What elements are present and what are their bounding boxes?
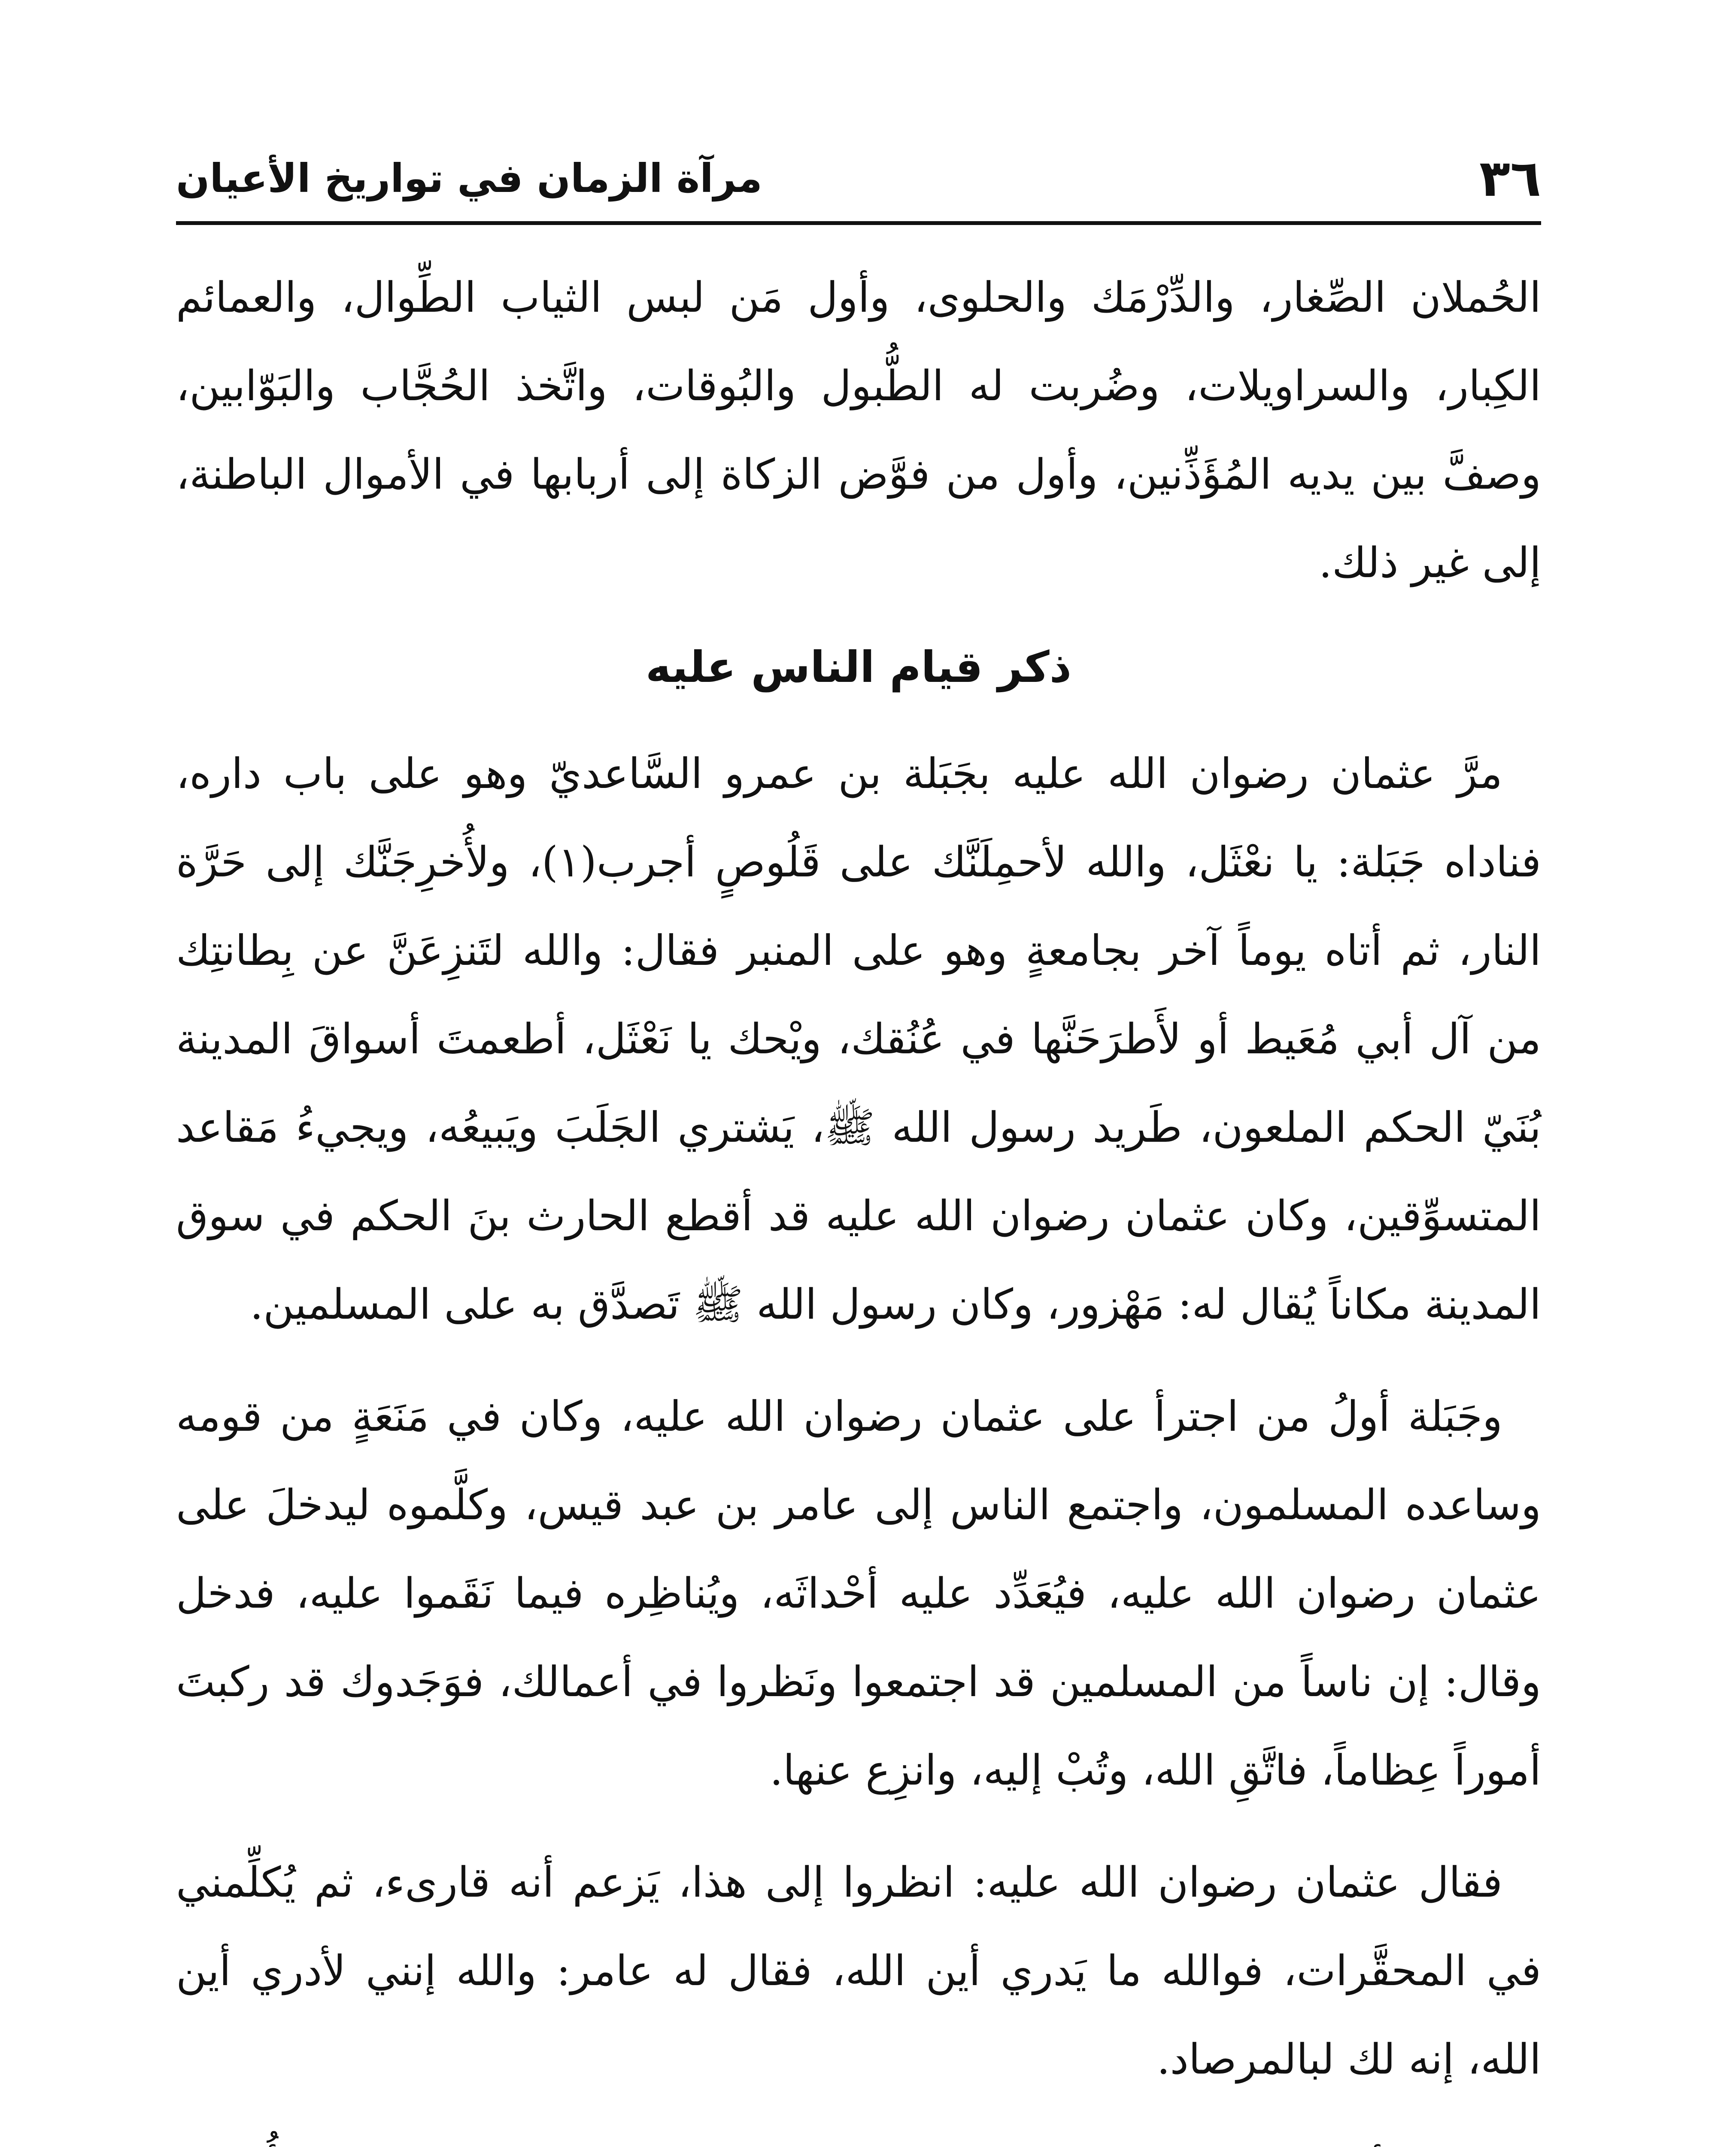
paragraph [176,2127,1541,2147]
header-divider [176,221,1541,225]
section-heading: ذكر قيام الناس عليه [645,642,1072,692]
paragraph: وجَبَلة أولُ من اجترأ على عثمان رضوان الله عليه، وكان في مَنَعَةٍ من قومه وساعده المسلمون، واجتمع الناس إلى عامر بن عبد قيس، وكلَّموه ليدخلَ على عثمان رضوان الله عليه، فيُعَدِّد عليه أحْداثَه، ويُناظِره فيما نَقَموا عليه، فدخل وقال: إن ناساً من المسلمين قد اجتمعوا ونَظروا في أعمالك، فوَجَدوك قد ركبتَ أموراً عِظاماً، فاتَّقِ الله، وتُبْ إليه، وانزِع عنها. [176,1392,1541,1794]
page-number: ٣٦ [1479,149,1541,208]
main-text [176,253,1541,2147]
paragraph: فقال عثمان رضوان الله عليه: انظروا إلى هذا، يَزعم أنه قارىء، ثم يُكلِّمني في المحقَّرات، فوالله ما يَدري أين الله، فقال له عامر: والله إنني لأدري أين الله، إنه لك لبالمرصاد. [176,1858,1541,2083]
book-title: مرآة الزمان في تواريخ الأعيان [176,155,762,201]
paragraph: مرَّ عثمان رضوان الله عليه بجَبَلة بن عمرو السَّاعديّ وهو على باب داره، فناداه جَبَلة: يا نعْثَل، والله لأحمِلَنَّك على قَلُوصٍ أجرب(١)، ولأُخرِجَنَّك إلى حَرَّة النار، ثم أتاه يوماً آخر بجامعةٍ وهو على المنبر فقال: والله لتَنزِعَنَّ عن بِطانتِك من آل أبي مُعَيط أو لأَطرَحَنَّها في عُنُقك، ويْحك يا نَعْثَل، أطعمتَ أسواقَ المدينة بُنَيّ الحكم الملعون، طَريد رسول الله ﷺ، يَشتري الجَلَبَ ويَبيعُه، ويجيءُ مَقاعد المتسوِّقين، وكان عثمان رضوان الله عليه قد أقطع الحارث بنَ الحكم في سوق المدينة مكاناً يُقال له: مَهْزور، وكان رسول الله ﷺ تَصدَّق به على المسلمين. [176,749,1542,1329]
paragraph-continuation: الحُملان الصِّغار، والدِّرْمَك والحلوى، وأول مَن لبس الثياب الطِّوال، والعمائم الكِبار، والسراويلات، وضُربت له الطُّبول والبُوقات، واتَّخذ الحُجَّاب والبَوّابين، وصفَّ بين يديه المُؤَذِّنين، وأول من فوَّض الزكاة إلى أربابها في الأموال الباطنة، إلى غير ذلك. [176,273,1541,587]
page-header [176,142,1541,215]
